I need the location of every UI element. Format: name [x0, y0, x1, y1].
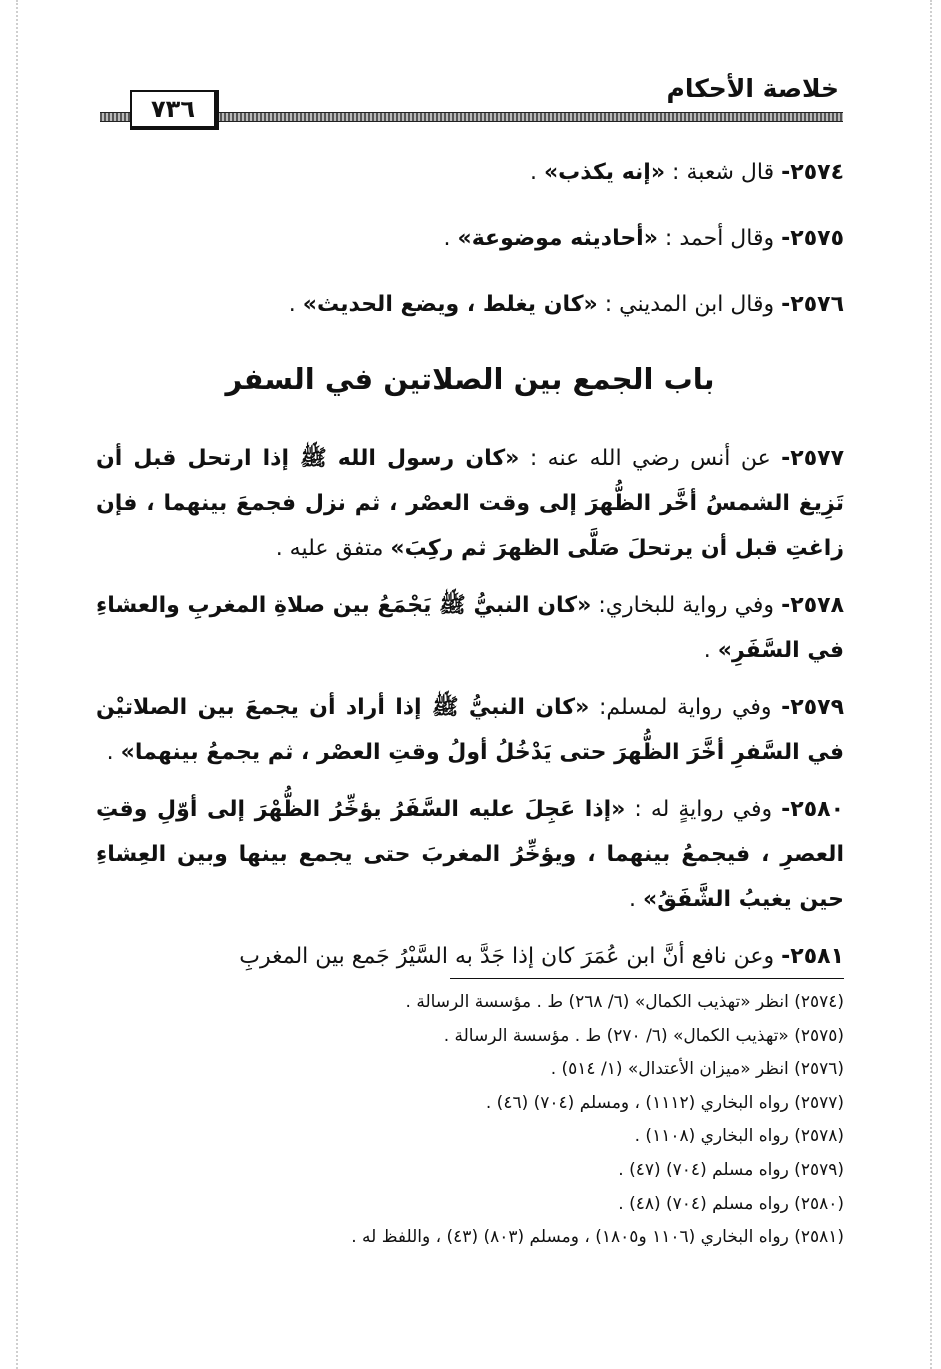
hadith-number: ٢٥٧٩-	[781, 695, 844, 720]
statement-lead: وقال ابن المديني :	[597, 292, 782, 317]
hadith-lead: وفي روايةٍ له :	[625, 797, 782, 822]
footnote-2578: (٢٥٧٨) رواه البخاري (١١٠٨) .	[634, 1126, 844, 1147]
footnotes	[96, 986, 844, 1255]
chapter-title: باب الجمع بين الصلاتين في السفر	[225, 362, 715, 396]
statement-2576	[96, 282, 844, 327]
statement-tail: .	[288, 292, 303, 317]
statement-number: ٢٥٧٤-	[781, 160, 844, 185]
hadith-lead: وفي رواية للبخاري:	[591, 593, 782, 618]
hadith-list	[96, 436, 844, 979]
narrator-statements	[96, 150, 844, 327]
footnote-separator	[450, 978, 844, 979]
statement-tail: .	[443, 226, 458, 251]
left-margin-dots	[16, 0, 18, 1369]
hadith-2579	[96, 685, 844, 775]
footnote-2574: (٢٥٧٤) انظر «تهذيب الكمال» (٦/ ٢٦٨) ط . مؤسسة الرسالة .	[405, 992, 844, 1012]
hadith-tail: .	[106, 740, 121, 765]
statement-tail: .	[529, 160, 544, 185]
hadith-2580	[96, 787, 844, 922]
hadith-lead: عن أنس رضي الله عنه :	[519, 446, 782, 471]
hadith-tail: .	[703, 638, 718, 663]
hadith-quote: «كان النبيُّ ﷺ إذا أراد أن يجمعَ بين الصلاتيْن في السَّفرِ أخَّرَ الظُّهرَ حتى يَدْخُلُ أولُ وقتِ العصْر ، ثم يجمعُ بينهما»	[96, 695, 844, 765]
hadith-quote: «إذا عَجِلَ عليه السَّفَرُ يؤخِّرُ الظُّهْرَ إلى أوّلِ وقتِ العصرِ ، فيجمعُ بينهما ، ويؤخِّرُ المغربَ حتى يجمع بينها وبين العِشاءِ حين يغيبُ الشَّفَقُ»	[96, 797, 844, 912]
hadith-2577	[96, 436, 844, 571]
right-margin-dots	[930, 0, 932, 1369]
page-header	[100, 68, 843, 128]
statement-lead: وقال أحمد :	[657, 226, 782, 251]
hadith-2578	[96, 583, 844, 673]
page-number: ٧٣٦	[130, 90, 219, 130]
hadith-quote: «كان رسول الله ﷺ إذا ارتحل قبل أن تَزِيغ الشمسُ أخَّر الظُّهرَ إلى وقت العصْر ، ثم نزل فجمعَ بينهما ، فإن زاغتِ قبل أن يرتحلَ صَلَّى الظهرَ ثم ركِبَ»	[96, 446, 844, 561]
statement-quote: «إنه يكذب»	[543, 160, 666, 185]
hadith-number: ٢٥٨١-	[781, 944, 844, 969]
statement-2574	[96, 150, 844, 195]
footnote-2579: (٢٥٧٩) رواه مسلم (٧٠٤) (٤٧) .	[618, 1159, 844, 1180]
hadith-tail: متفق عليه .	[275, 536, 391, 561]
footnote-2581: (٢٥٨١) رواه البخاري (١١٠٦ و١٨٠٥) ، ومسلم (٨٠٣) (٤٣) ، واللفظ له .	[351, 1227, 844, 1248]
footnote-2576: (٢٥٧٦) انظر «ميزان الأعتدال» (١/ ٥١٤) .	[550, 1059, 844, 1080]
footnote-2577: (٢٥٧٧) رواه البخاري (١١١٢) ، ومسلم (٧٠٤) (٤٦) .	[485, 1092, 844, 1113]
footnote-2575: (٢٥٧٥) «تهذيب الكمال» (٦/ ٢٧٠) ط . مؤسسة الرسالة .	[443, 1025, 844, 1046]
hadith-lead: وعن نافع أنَّ ابن عُمَرَ كان إذا جَدَّ به السَّيْرُ جَمع بين المغربِ	[239, 944, 782, 969]
statement-number: ٢٥٧٦-	[781, 292, 844, 317]
hadith-lead: وفي رواية لمسلم:	[589, 695, 782, 720]
statement-2575	[96, 216, 844, 261]
hadith-number: ٢٥٨٠-	[781, 797, 845, 822]
hadith-tail: .	[629, 887, 644, 912]
running-title: خلاصة الأحكام	[666, 74, 839, 103]
statement-quote: «كان يغلط ، ويضع الحديث»	[302, 292, 598, 317]
hadith-number: ٢٥٧٧-	[781, 446, 844, 471]
hadith-quote: «كان النبيُّ ﷺ يَجْمَعُ بين صلاةِ المغربِ والعشاءِ في السَّفَرِ»	[96, 593, 844, 663]
statement-number: ٢٥٧٥-	[781, 226, 844, 251]
statement-quote: «أحاديثه موضوعة»	[457, 226, 658, 251]
hadith-2581	[96, 934, 844, 979]
statement-lead: قال شعبة :	[665, 160, 782, 185]
hadith-number: ٢٥٧٨-	[781, 593, 844, 618]
footnote-2580: (٢٥٨٠) رواه مسلم (٧٠٤) (٤٨) .	[618, 1193, 844, 1214]
